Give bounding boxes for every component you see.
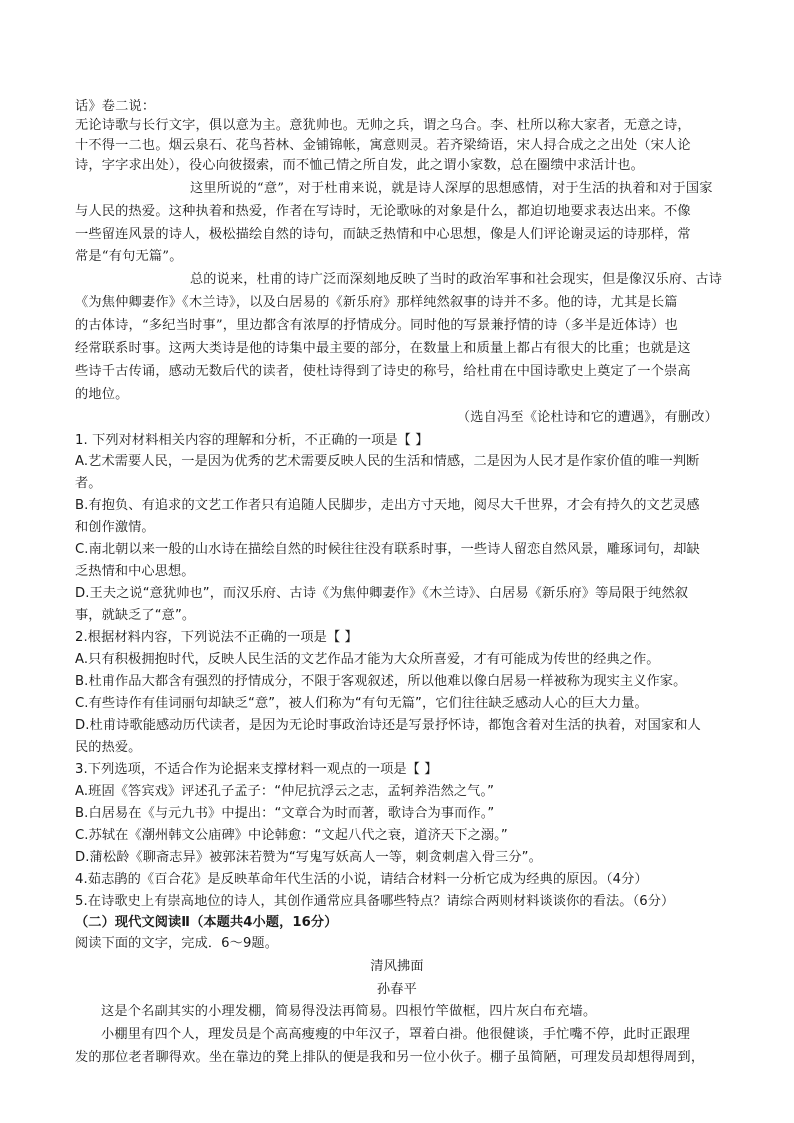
question-2-option-d-cont: 民的热爱。 xyxy=(75,740,142,755)
question-5: 5.在诗歌史上有崇高地位的诗人，其创作通常应具备哪些特点？请综合两则材料谈谈你的看法。（6分） xyxy=(75,894,675,909)
question-1-option-d: D.王夫之说“意犹帅也”，而汉乐府、古诗《为焦仲卿妻作》《木兰诗》、白居易《新乐府》等局限于纯然叙 xyxy=(75,586,689,601)
passage-line: 话》卷二说： xyxy=(75,99,156,114)
passage-line: 经常联系时事。这两大类诗是他的诗集中最主要的部分，在数量上和质量上都占有很大的比重；也就是这 xyxy=(75,341,691,356)
story-author: 孙春平 xyxy=(376,982,418,997)
passage-line: 十不得一二也。烟云泉石、花鸟苔林、金铺锦帐，寓意则灵。若齐梁绮语，宋人挦合成之之出处（宋人论 xyxy=(75,138,691,153)
question-1-option-b: B.有抱负、有追求的文艺工作者只有追随人民脚步，走出方寸天地，阅尽大千世界，才会有持久的文艺灵感 xyxy=(75,498,700,513)
question-3-option-a: A.班固《答宾戏》评述孔子孟子：“仲尼抗浮云之志，孟轲养浩然之气。” xyxy=(75,784,495,799)
section-header: （二）现代文阅读Ⅱ（本题共4小题，16分） xyxy=(75,915,338,930)
story-paragraph: 小棚里有四个人，理发员是个高高瘦瘦的中年汉子，罩着白褂。他很健谈，手忙嘴不停，此时正跟理 xyxy=(101,1027,691,1042)
question-3-stem: 3.下列选项，不适合作为论据来支撑材料一观点的一项是【 】 xyxy=(75,762,438,777)
story-title: 清风拂面 xyxy=(370,959,424,974)
passage-line: 的地位。 xyxy=(75,387,129,402)
question-3-option-c: C.苏轼在《潮州韩文公庙碑》中论韩愈：“文起八代之衰，道济天下之溺。” xyxy=(75,828,508,843)
passage-line: 些诗千古传诵，感动无数后代的读者，使杜诗得到了诗史的称号，给杜甫在中国诗歌史上奠定了一个崇高 xyxy=(75,364,691,379)
question-2-option-c: C.有些诗作有佳词丽句却缺乏“意”，被人们称为“有句无篇”，它们往往缺乏感动人心的巨大力量。 xyxy=(75,696,648,711)
passage-line: 《为焦仲卿妻作》《木兰诗》，以及白居易的《新乐府》那样纯然叙事的诗并不多。他的诗，尤其是长篇 xyxy=(75,295,678,310)
passage-line: 这里所说的“意”，对于杜甫来说，就是诗人深厚的思想感情，对于生活的执着和对于国家 xyxy=(190,181,713,196)
question-1-option-c-cont: 乏热情和中心思想。 xyxy=(75,564,195,579)
question-4: 4.茹志鹃的《百合花》是反映革命年代生活的小说，请结合材料一分析它成为经典的原因。（4分） xyxy=(75,872,648,887)
question-1-option-a: A.艺术需要人民，一是因为优秀的艺术需要反映人民的生活和情感，二是因为人民才是作家价值的唯一判断 xyxy=(75,454,700,469)
passage-source: （选自冯至《论杜诗和它的遭遇》，有删改） xyxy=(456,410,718,425)
passage-line: 总的说来，杜甫的诗广泛而深刻地反映了当时的政治军事和社会现实，但是像汉乐府、古诗 xyxy=(190,272,723,287)
question-3-option-b: B.白居易在《与元九书》中提出：“文章合为时而著，歌诗合为事而作。” xyxy=(75,806,495,821)
section-instruction: 阅读下面的文字，完成．6～9题。 xyxy=(75,936,279,951)
question-2-stem: 2.根据材料内容，下列说法不正确的一项是【 】 xyxy=(75,630,358,645)
passage-line: 常是“有句无篇”。 xyxy=(75,249,183,264)
question-1-option-c: C.南北朝以来一般的山水诗在描绘自然的时候往往没有联系时事，一些诗人留恋自然风景，雕琢词句，却缺 xyxy=(75,542,700,557)
passage-line: 无论诗歌与长行文字，俱以意为主。意犹帅也。无帅之兵，谓之乌合。李、杜所以称大家者，无意之诗， xyxy=(75,118,691,133)
question-2-option-a: A.只有积极拥抱时代，反映人民生活的文艺作品才能为大众所喜爱，才有可能成为传世的经典之作。 xyxy=(75,652,660,667)
question-1-option-b-cont: 和创作激情。 xyxy=(75,520,155,535)
question-1-option-d-cont: 事，就缺乏了“意”。 xyxy=(75,608,196,623)
passage-line: 一些留连风景的诗人，极松描绘自然的诗句，而缺乏热情和中心思想，像是人们评论谢灵运的诗那样，常 xyxy=(75,227,691,242)
question-1-option-a-cont: 者。 xyxy=(75,476,102,491)
passage-line: 与人民的热爱。这种执着和热爱，作者在写诗时，无论歌咏的对象是什么，都迫切地要求表达出来。不像 xyxy=(75,204,691,219)
story-paragraph: 这是个名副其实的小理发棚，简易得没法再简易。四根竹竿做框，四片灰白布充墙。 xyxy=(101,1004,597,1019)
story-paragraph-cont: 发的那位老者聊得欢。坐在靠边的凳上排队的便是我和另一位小伙子。棚子虽简陋，可理发员却想得周到， xyxy=(75,1050,705,1065)
question-3-option-d: D.蒲松龄《聊斋志异》被郭沫若赞为“写鬼写妖高人一等，刺贪刺虐入骨三分”。 xyxy=(75,850,542,865)
question-1-stem: 1. 下列对材料相关内容的理解和分析，不正确的一项是【 】 xyxy=(75,433,429,448)
question-2-option-d: D.杜甫诗歌能感动历代读者，是因为无论时事政治诗还是写景抒怀诗，都饱含着对生活的执着，对国家和人 xyxy=(75,718,701,733)
question-2-option-b: B.杜甫作品大都含有强烈的抒情成分，不限于客观叙述，所以他难以像白居易一样被称为现实主义作家。 xyxy=(75,674,687,689)
passage-line: 诗，字字求出处），役心向彼掇索，而不恤己情之所自发，此之谓小家数，总在圈缋中求活计也。 xyxy=(75,158,645,173)
passage-line: 的古体诗，“多纪当时事”，里边都含有浓厚的抒情成分。同时他的写景兼抒情的诗（多半是近体诗）也 xyxy=(75,318,678,333)
